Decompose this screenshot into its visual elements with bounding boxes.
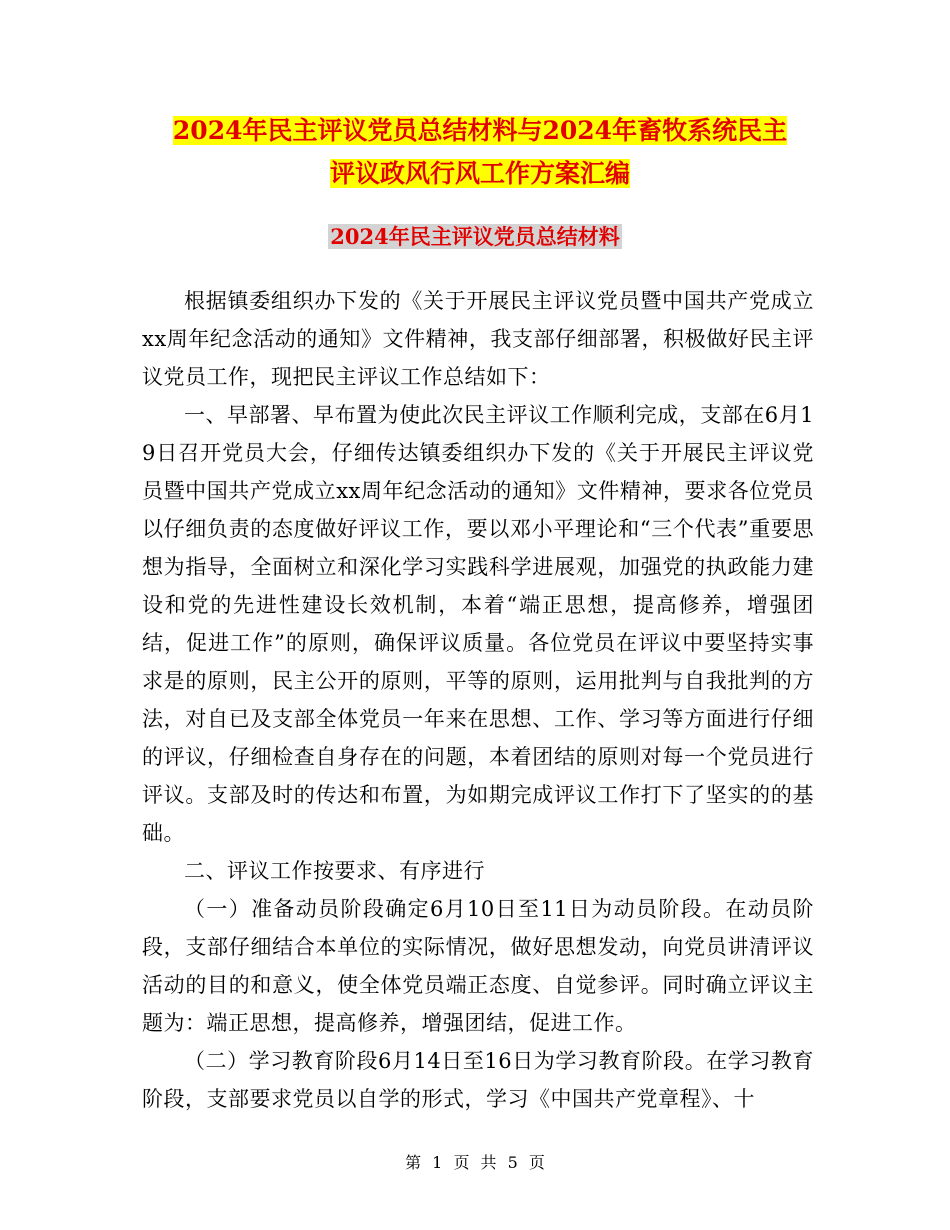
paragraph-intro: 根据镇委组织办下发的《关于开展民主评议党员暨中国共产党成立xx周年纪念活动的通知》文件精神，我支部仔细部署，积极做好民主评议党员工作，现把民主评议工作总结如下： <box>142 289 814 389</box>
paragraph-section-1: 一、早部署、早布置为使此次民主评议工作顺利完成，支部在6月19日召开党员大会，仔细传达镇委组织办下发的《关于开展民主评议党员暨中国共产党成立xx周年纪念活动的通知》文件精神，要求各位党员以仔细负责的态度做好评议工作，要以邓小平理论和“三个代表”重要思想为指导，全面树立和深化学习实践科学进展观，加强党的执政能力建设和党的先进性建设长效机制，本着“端正思想，提高修养，增强团结，促进工作”的原则，确保评议质量。各位党员在评议中要坚持实事求是的原则，民主公开的原则，平等的原则，运用批判与自我批判的方法，对自已及支部全体党员一年来在思想、工作、学习等方面进行仔细的评议，仔细检查自身存在的问题，本着团结的原则对每一个党员进行评议。支部及时的传达和布置，为如期完成评议工作打下了坚实的的基础。 <box>142 403 814 845</box>
document-title-line-1 <box>140 107 820 155</box>
document-title-text-1: 2024年民主评议党员总结材料与2024年畜牧系统民主 <box>172 116 788 145</box>
section-heading-text: 2024年民主评议党员总结材料 <box>330 224 620 249</box>
page-footer: 第 1 页 共 5 页 <box>405 1153 545 1172</box>
document-body <box>142 282 814 1118</box>
document-title-text-2: 评议政风行风工作方案汇编 <box>329 159 630 188</box>
paragraph-subsection-2: （二）学习教育阶段6月14日至16日为学习教育阶段。在学习教育阶段，支部要求党员以自学的形式，学习《中国共产党章程》、十 <box>142 1049 814 1111</box>
document-title-line-2 <box>140 150 820 198</box>
section-heading <box>140 220 810 254</box>
paragraph-section-2-heading: 二、评议工作按要求、有序进行 <box>184 859 485 883</box>
paragraph-subsection-1: （一）准备动员阶段确定6月10日至11日为动员阶段。在动员阶段，支部仔细结合本单位的实际情况，做好思想发动，向党员讲清评议活动的目的和意义，使全体党员端正态度、自觉参评。同时确立评议主题为：端正思想，提高修养，增强团结，促进工作。 <box>142 897 814 1035</box>
